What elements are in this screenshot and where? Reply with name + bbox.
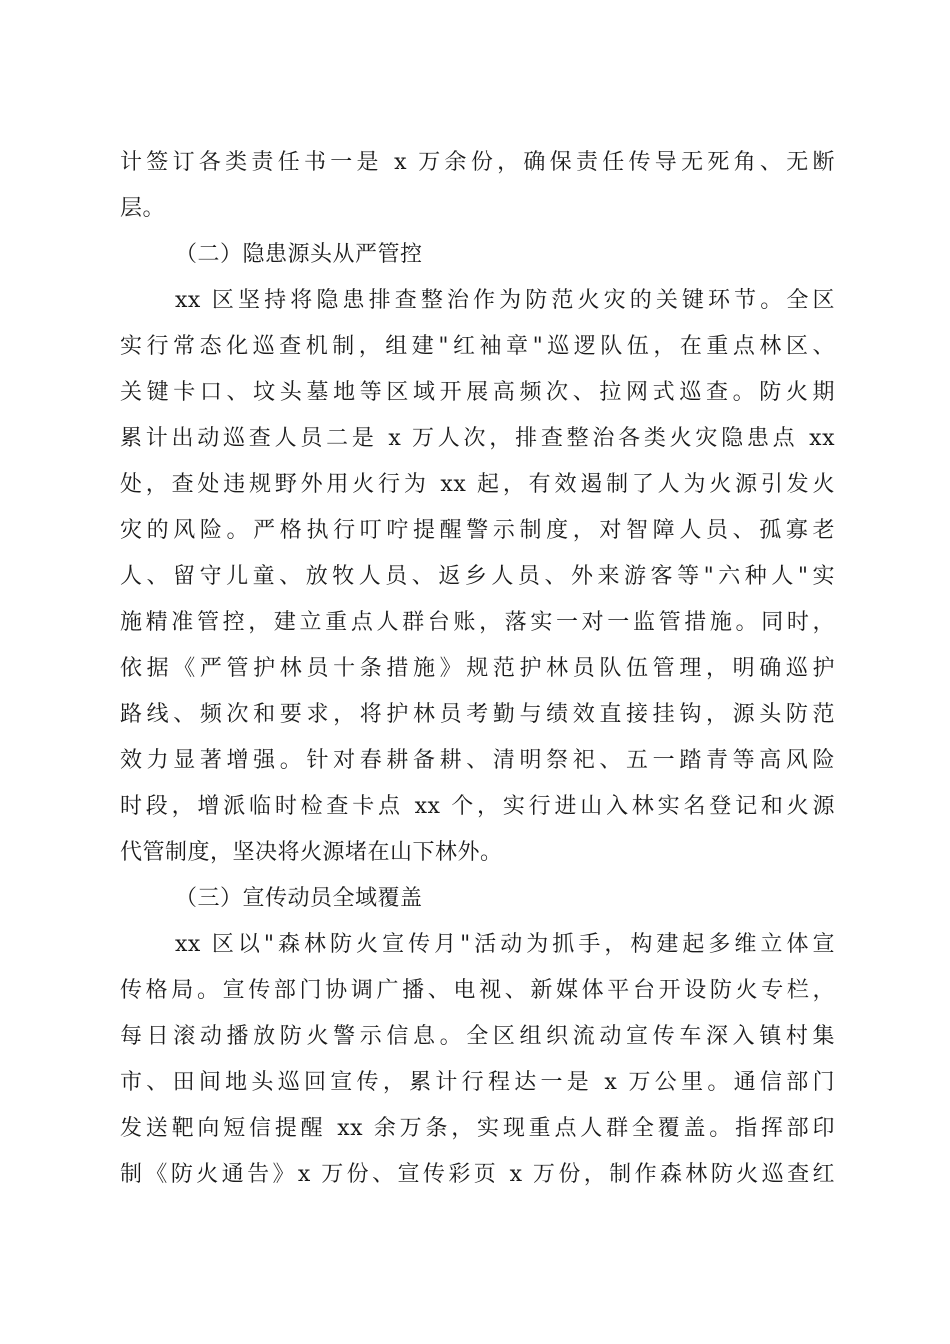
paragraph-line: 时段，增派临时检查卡点 xx 个，实行进山入林实名登记和火源: [120, 794, 835, 819]
paragraph-line: 发送靶向短信提醒 xx 余万条，实现重点人群全覆盖。指挥部印: [120, 1116, 835, 1141]
paragraph-line: 传格局。宣传部门协调广播、电视、新媒体平台开设防火专栏，: [120, 978, 835, 1003]
paragraph-line: 每日滚动播放防火警示信息。全区组织流动宣传车深入镇村集: [120, 1024, 835, 1049]
paragraph-line: 依据《严管护林员十条措施》规范护林员队伍管理，明确巡护: [120, 656, 835, 681]
paragraph-line: xx 区坚持将隐患排查整治作为防范火灾的关键环节。全区: [175, 288, 835, 313]
paragraph-line: 效力显著增强。针对春耕备耕、清明祭祀、五一踏青等高风险: [120, 748, 835, 773]
document-body: [120, 140, 835, 1198]
paragraph-line: 市、田间地头巡回宣传，累计行程达一是 x 万公里。通信部门: [120, 1070, 835, 1095]
section-heading: （二）隐患源头从严管控: [175, 242, 423, 267]
paragraph-line: 路线、频次和要求，将护林员考勤与绩效直接挂钩，源头防范: [120, 702, 835, 727]
paragraph-line: 代管制度，坚决将火源堵在山下林外。: [120, 840, 503, 865]
paragraph-line: 灾的风险。严格执行叮咛提醒警示制度，对智障人员、孤寡老: [120, 518, 835, 543]
paragraph-line: 施精准管控，建立重点人群台账，落实一对一监管措施。同时，: [120, 610, 835, 635]
section-heading: （三）宣传动员全域覆盖: [175, 886, 423, 911]
paragraph-line: 处，查处违规野外用火行为 xx 起，有效遏制了人为火源引发火: [120, 472, 835, 497]
paragraph-line: 制《防火通告》x 万份、宣传彩页 x 万份，制作森林防火巡查红: [120, 1162, 835, 1187]
paragraph-line: 计签订各类责任书一是 x 万余份，确保责任传导无死角、无断: [120, 150, 835, 175]
paragraph-line: 层。: [120, 196, 166, 221]
paragraph-line: 人、留守儿童、放牧人员、返乡人员、外来游客等"六种人"实: [120, 564, 835, 589]
paragraph-line: 关键卡口、坟头墓地等区域开展高频次、拉网式巡查。防火期: [120, 380, 835, 405]
paragraph-line: 累计出动巡查人员二是 x 万人次，排查整治各类火灾隐患点 xx: [120, 426, 835, 451]
paragraph-line: xx 区以"森林防火宣传月"活动为抓手，构建起多维立体宣: [175, 932, 835, 957]
paragraph-line: 实行常态化巡查机制，组建"红袖章"巡逻队伍，在重点林区、: [120, 334, 835, 359]
